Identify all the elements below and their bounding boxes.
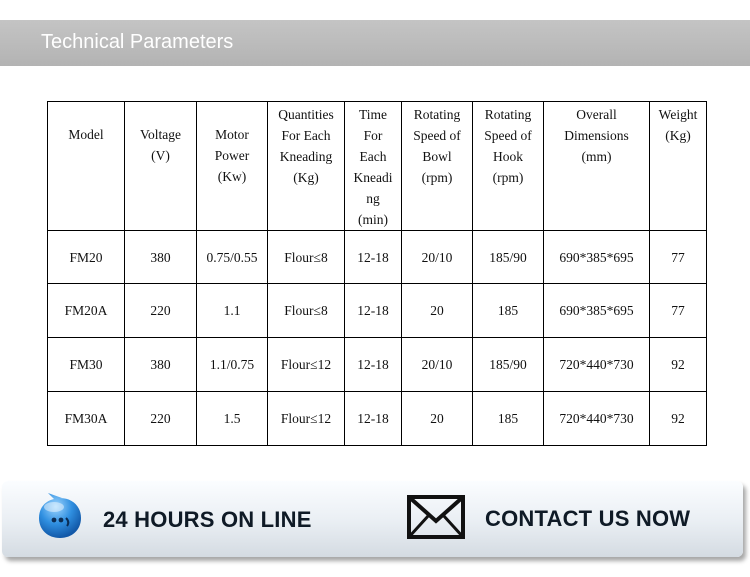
cell-bowl-speed: 20 [402,392,473,446]
header-line: Power [214,148,250,163]
header-line: Kneading [279,149,333,164]
cell-bowl-speed: 20/10 [402,338,473,392]
header-line: Hook [493,149,523,164]
table-row [48,338,707,392]
header-dimensions [544,102,650,231]
header-voltage [125,102,197,231]
header-line: (Kg) [293,170,319,185]
header-line: Kneadi [353,170,393,185]
cell-hook-speed: 185 [473,284,544,338]
cell-time: 12-18 [345,338,402,392]
cell-voltage: 220 [125,392,197,446]
table-row [48,231,707,284]
cell-time: 12-18 [345,284,402,338]
online-label: 24 HOURS ON LINE [103,507,312,532]
table-row [48,284,707,338]
cell-hook-speed: 185/90 [473,338,544,392]
header-bowl-speed [402,102,473,231]
cell-bowl-speed: 20/10 [402,231,473,284]
cell-hook-speed: 185/90 [473,231,544,284]
header-line: (rpm) [492,170,524,185]
technical-parameters-table [47,101,707,446]
cell-motor-power: 1.5 [197,392,268,446]
header-line: Quantities [278,107,334,122]
header-line: (min) [357,212,388,227]
cell-weight: 92 [650,338,707,392]
cell-dimensions: 690*385*695 [544,284,650,338]
cell-weight: 92 [650,392,707,446]
table-header-row [48,102,707,231]
header-line: For [363,128,383,143]
header-line: Time [358,107,387,122]
cell-weight: 77 [650,231,707,284]
cell-motor-power: 1.1/0.75 [197,338,268,392]
cell-quantities: Flour≤8 [268,284,345,338]
header-line: Speed of [413,128,461,143]
header-line: Speed of [484,128,532,143]
section-title: Technical Parameters [41,31,234,53]
header-line: Motor [215,127,249,142]
header-line: Voltage [140,127,181,142]
header-line: Bowl [422,149,452,164]
header-line: ng [366,191,380,206]
section-header [0,20,750,66]
cell-dimensions: 690*385*695 [544,231,650,284]
cell-model: FM20A [48,284,125,338]
header-line: (V) [151,148,170,163]
header-line: Dimensions [564,128,629,143]
header-line: (Kw) [217,169,247,184]
contact-banner [2,481,743,557]
header-weight [650,102,707,231]
cell-voltage: 380 [125,231,197,284]
cell-voltage: 380 [125,338,197,392]
cell-motor-power: 1.1 [197,284,268,338]
cell-voltage: 220 [125,284,197,338]
cell-hook-speed: 185 [473,392,544,446]
cell-dimensions: 720*440*730 [544,392,650,446]
cell-model: FM30A [48,392,125,446]
cell-weight: 77 [650,284,707,338]
cell-quantities: Flour≤8 [268,231,345,284]
header-line: Rotating [413,107,461,122]
header-motor-power [197,102,268,231]
header-model [48,102,125,231]
cell-time: 12-18 [345,392,402,446]
cell-quantities: Flour≤12 [268,338,345,392]
envelope-icon[interactable] [407,495,465,539]
cell-quantities: Flour≤12 [268,392,345,446]
contact-label[interactable]: CONTACT US NOW [485,506,691,531]
cell-dimensions: 720*440*730 [544,338,650,392]
header-line: Overall [576,107,617,122]
table-row [48,392,707,446]
header-line: Rotating [484,107,532,122]
header-quantities [268,102,345,231]
header-line: Model [68,127,104,142]
cell-motor-power: 0.75/0.55 [197,231,268,284]
chat-bubble-icon[interactable] [34,492,86,544]
header-line: For Each [281,128,331,143]
header-line: (mm) [581,149,612,164]
cell-bowl-speed: 20 [402,284,473,338]
cell-time: 12-18 [345,231,402,284]
header-time [345,102,402,231]
cell-model: FM20 [48,231,125,284]
header-line: Each [359,149,387,164]
cell-model: FM30 [48,338,125,392]
header-line: (Kg) [665,128,691,143]
header-line: Weight [658,107,698,122]
header-line: (rpm) [421,170,453,185]
header-hook-speed [473,102,544,231]
